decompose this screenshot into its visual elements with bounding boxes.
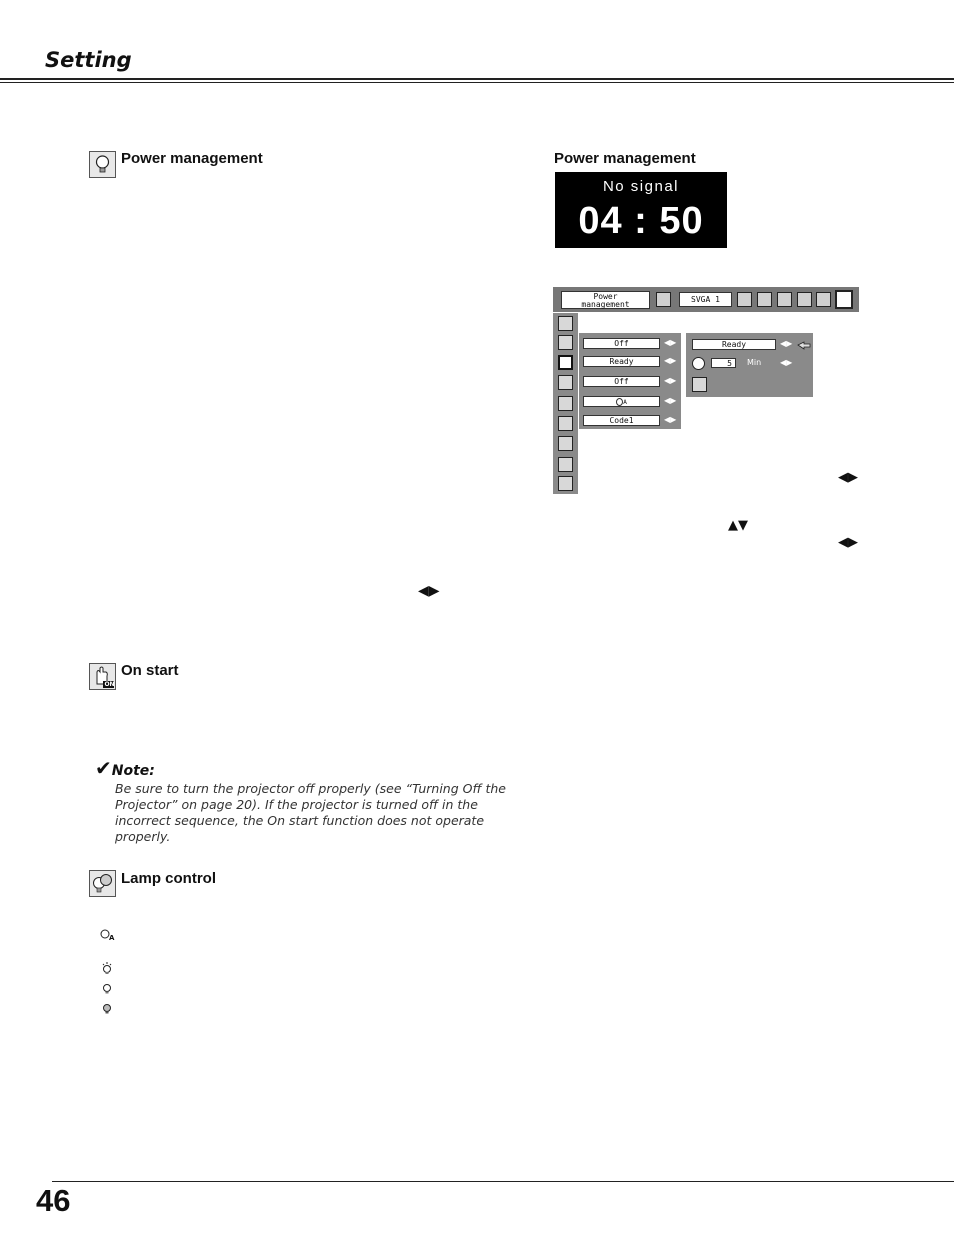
header-rule — [0, 78, 954, 80]
remote-control-menu-icon[interactable] — [558, 416, 573, 431]
note-title-text: Note: — [111, 763, 155, 779]
lamp-control-icon — [89, 870, 116, 897]
submenu-exit-icon[interactable] — [692, 377, 707, 392]
option-value-3[interactable]: Off — [583, 376, 660, 387]
input-icon[interactable] — [737, 292, 752, 307]
lamp-eco2-icon — [101, 1000, 113, 1012]
auto-setup-icon[interactable] — [558, 335, 573, 350]
menu-tab-label — [561, 291, 650, 309]
power-management-menu-icon[interactable] — [558, 355, 573, 370]
lamp-eco-icon — [101, 980, 113, 992]
image-select-icon[interactable] — [656, 292, 671, 307]
svg-text:A: A — [109, 934, 115, 941]
figure-title: Power management — [554, 150, 696, 167]
option-value-5[interactable]: Code1 — [583, 415, 660, 426]
pointer-hand-icon — [797, 337, 811, 350]
option-value-4-label: A — [623, 399, 627, 406]
image-adjust-icon[interactable] — [777, 292, 792, 307]
timer-arrows[interactable]: ◀▶ — [780, 358, 793, 367]
option-arrows-4[interactable]: ◀▶ — [664, 396, 677, 405]
checkmark-icon: ✔ — [95, 756, 112, 780]
on-badge: ON — [104, 681, 115, 688]
option-value-4[interactable] — [583, 396, 660, 407]
color-adjust-icon[interactable] — [757, 292, 772, 307]
lamp-normal-icon — [101, 960, 113, 972]
left-right-arrow-glyph-2: ◀▶ — [838, 535, 858, 550]
submenu-mode-arrows[interactable]: ◀▶ — [780, 339, 793, 348]
section-title-on-start: On start — [121, 662, 179, 679]
option-arrows-2[interactable]: ◀▶ — [664, 356, 677, 365]
scroll-up-icon[interactable] — [558, 316, 573, 331]
menu-tab-label-line1: Power — [593, 292, 618, 301]
timer-unit: Min — [747, 358, 762, 367]
option-value-1[interactable]: Off — [583, 338, 660, 349]
on-start-menu-icon[interactable] — [558, 375, 573, 390]
left-right-arrow-glyph-3: ◀▶ — [418, 583, 440, 599]
left-right-arrow-glyph-1: ◀▶ — [838, 470, 858, 485]
note-heading — [95, 756, 155, 780]
page-number: 46 — [36, 1183, 71, 1218]
option-arrows-3[interactable]: ◀▶ — [664, 376, 677, 385]
input-signal-label: SVGA 1 — [679, 292, 732, 307]
on-start-hand-icon — [89, 663, 116, 690]
setting-icon[interactable] — [835, 290, 853, 309]
countdown-timer: 04 : 50 — [578, 200, 704, 242]
section-title-lamp-control: Lamp control — [121, 870, 217, 887]
section-title-power-management: Power management — [121, 150, 263, 167]
exit-menu-icon[interactable] — [558, 476, 573, 491]
footer-rule — [52, 1181, 954, 1182]
timer-value[interactable]: 5 — [711, 358, 736, 368]
timer-clock-icon — [692, 357, 705, 370]
lamp-auto-icon — [100, 926, 115, 941]
option-arrows-5[interactable]: ◀▶ — [664, 415, 677, 424]
option-arrows-1[interactable]: ◀▶ — [664, 338, 677, 347]
note-body: Be sure to turn the projector off properly (see “Turning Off the Projector” on page 20). If the projector is turned off in the incorrect sequence, the On start function does not operate properly. — [115, 781, 506, 844]
scroll-down-icon[interactable] — [558, 457, 573, 472]
header-rule-thin — [0, 82, 954, 83]
option-value-2[interactable]: Ready — [583, 356, 660, 367]
no-signal-display — [555, 172, 727, 248]
menu-tab-label-line2: management — [581, 300, 630, 309]
screen-icon[interactable] — [797, 292, 812, 307]
page-header-title: Setting — [45, 48, 132, 72]
lamp-bulb-icon — [89, 151, 116, 178]
security-key-icon[interactable] — [558, 436, 573, 451]
up-down-arrow-glyph: ▲▼ — [728, 518, 748, 533]
submenu-mode-value[interactable]: Ready — [692, 339, 776, 350]
sound-icon[interactable] — [816, 292, 831, 307]
lamp-control-menu-icon[interactable] — [558, 396, 573, 411]
no-signal-label: No signal — [602, 178, 680, 195]
